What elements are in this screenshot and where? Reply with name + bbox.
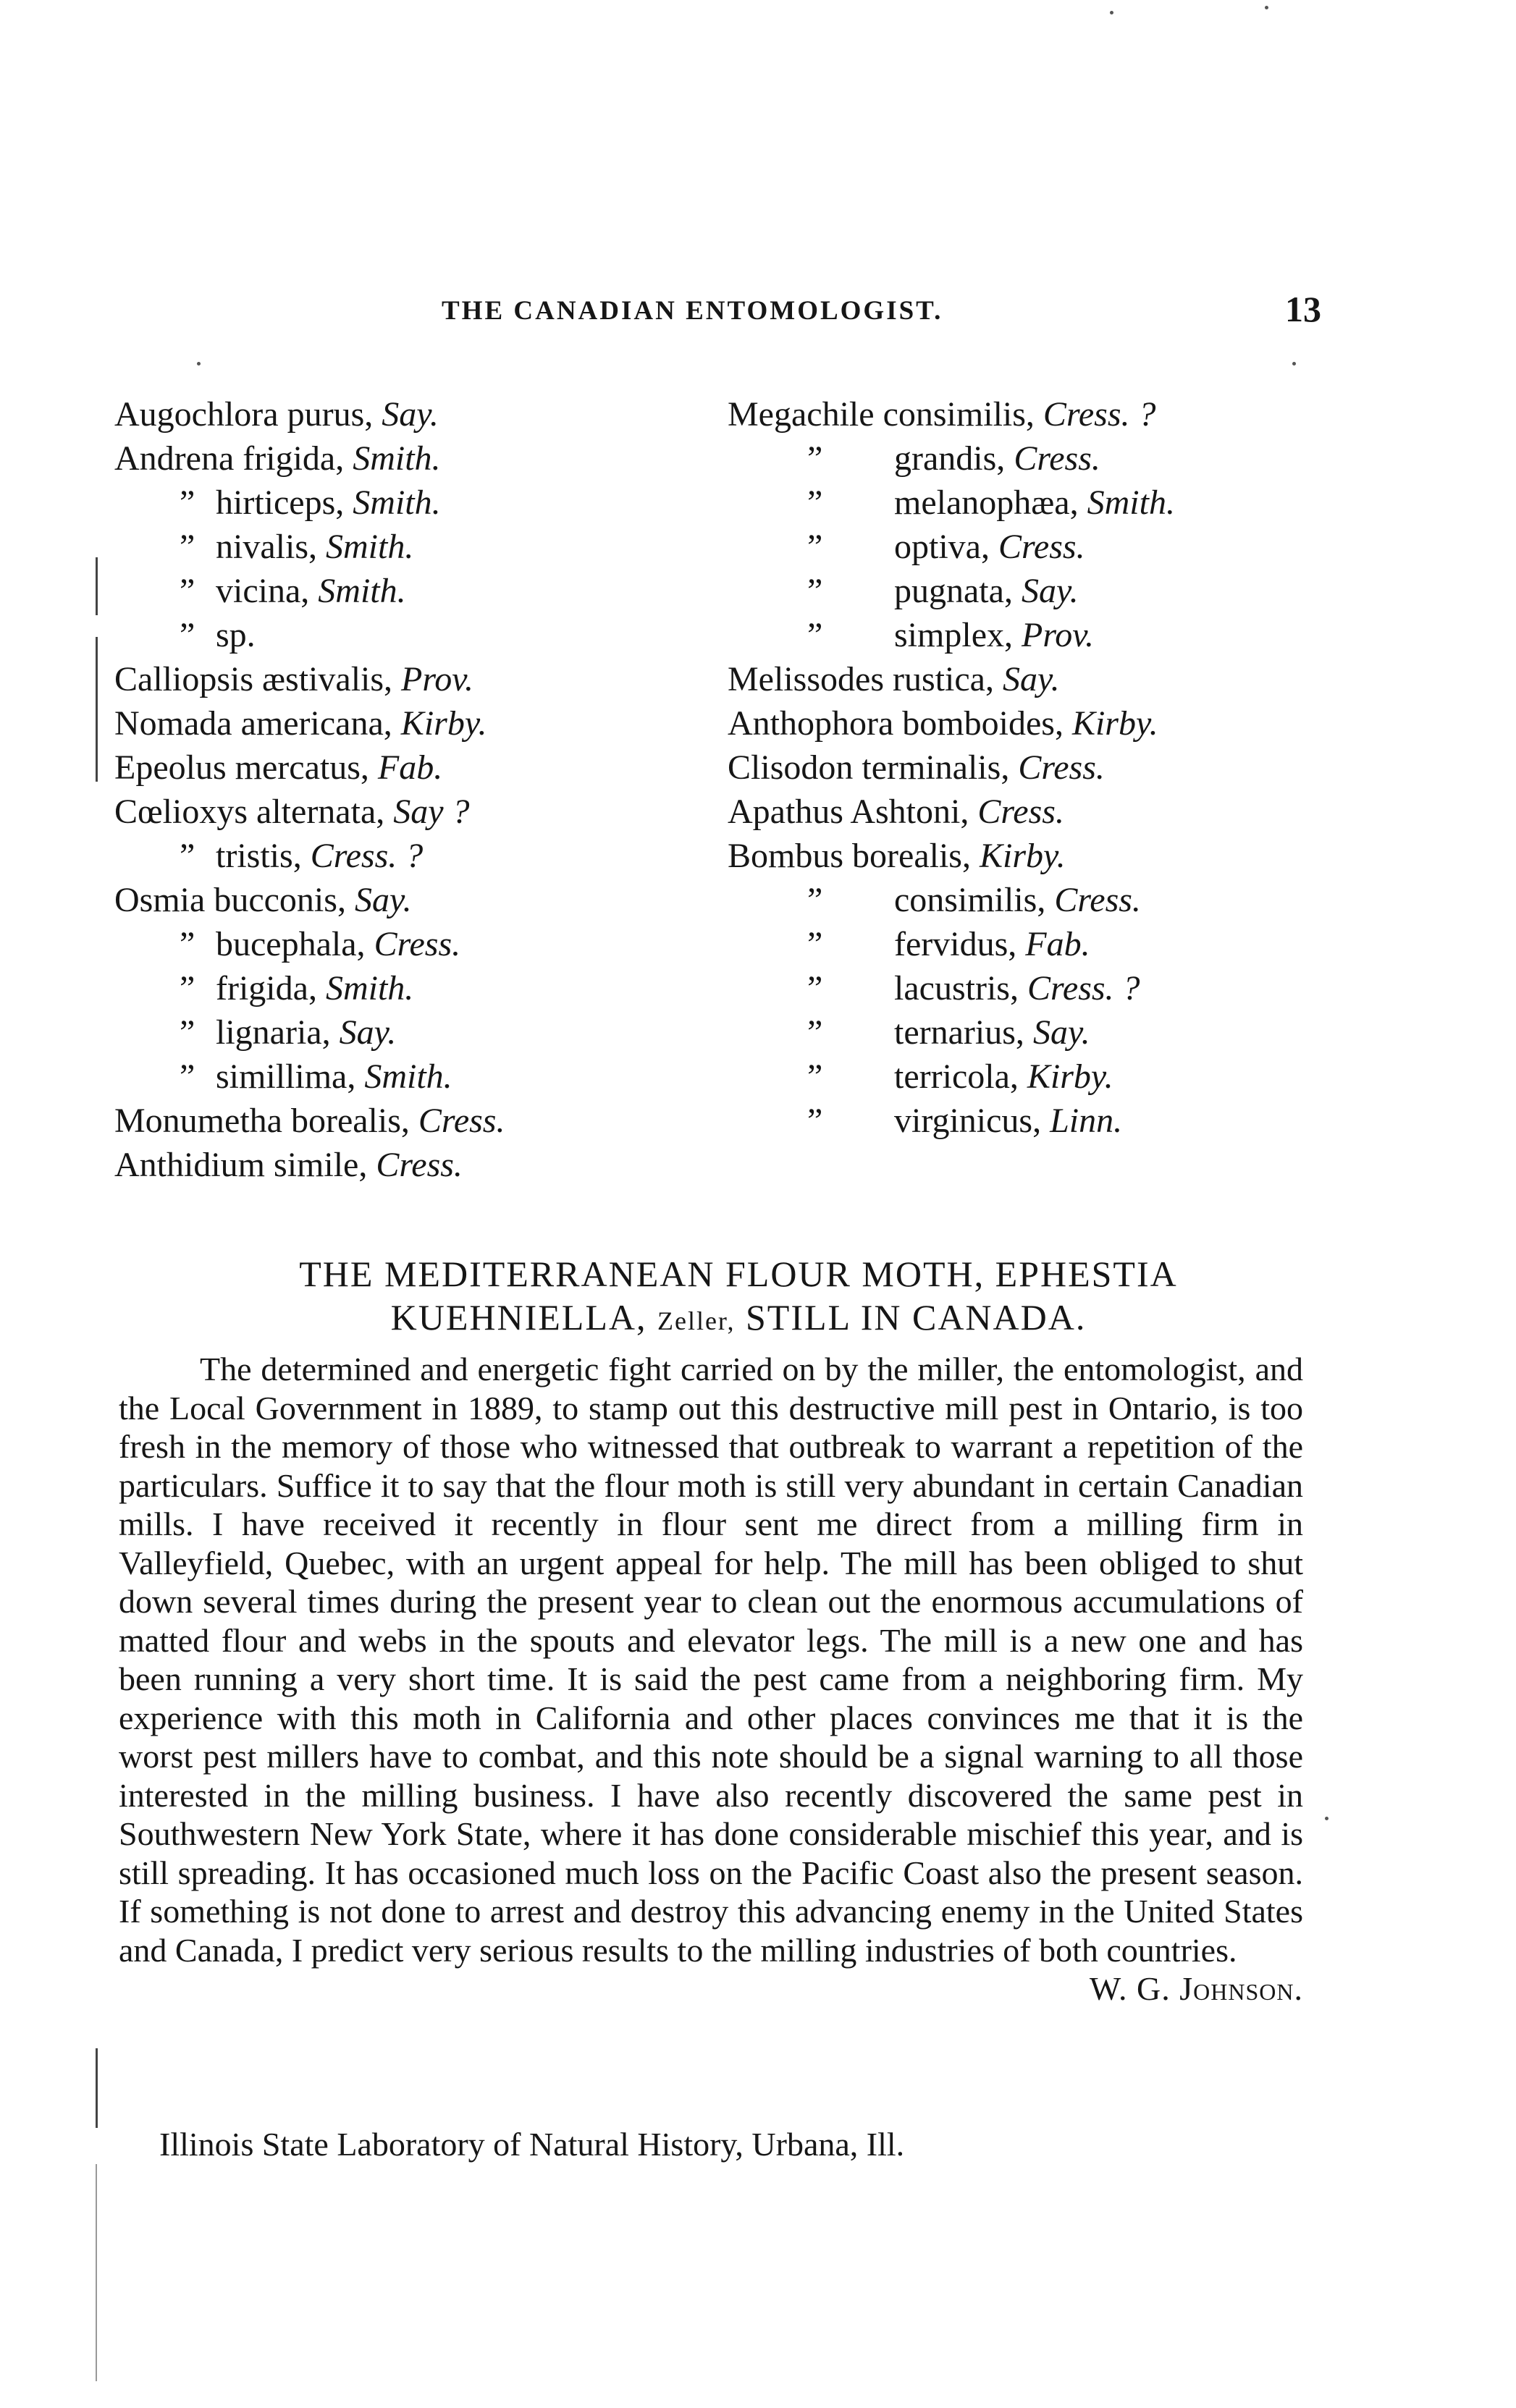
species-entry [114, 436, 708, 481]
species-name: Nomada americana, [114, 704, 392, 743]
scan-speck [1292, 362, 1296, 366]
species-name: Cœlioxys alternata, [114, 793, 385, 831]
species-entry [728, 834, 1321, 878]
species-entry [728, 1099, 1321, 1143]
scan-speck [1265, 6, 1268, 9]
species-author: Smith. [353, 439, 441, 478]
ditto-mark: ” [807, 572, 823, 610]
article-title-line-1: THE MEDITERRANEAN FLOUR MOTH, EPHESTIA [299, 1254, 1178, 1294]
species-name: Bombus borealis, [728, 837, 971, 875]
ditto-mark: ” [180, 528, 195, 566]
species-entry [114, 834, 708, 878]
species-entry [114, 1143, 708, 1187]
species-entry [114, 569, 708, 613]
species-entry [114, 392, 708, 436]
species-name: nivalis, [216, 528, 317, 566]
species-entry [114, 657, 708, 701]
scan-margin-mark [96, 637, 98, 782]
species-author: Fab. [1025, 925, 1090, 963]
species-entry [114, 966, 708, 1010]
species-author: Cress. [998, 528, 1085, 566]
species-entry [728, 701, 1321, 745]
species-author: Smith. [318, 572, 406, 610]
species-entry [728, 392, 1321, 436]
ditto-mark: ” [807, 969, 823, 1007]
species-entry [114, 481, 708, 525]
species-name: simillima, [216, 1057, 356, 1096]
species-name: ternarius, [894, 1013, 1024, 1052]
species-author: Smith. [1087, 483, 1175, 522]
species-entry [114, 701, 708, 745]
ditto-mark: ” [180, 1013, 195, 1052]
species-author: Cress. [1054, 881, 1141, 919]
species-name: tristis, [216, 837, 302, 875]
species-author: Cress. [1014, 439, 1100, 478]
species-author: Smith. [326, 528, 414, 566]
scan-margin-mark [96, 557, 98, 615]
species-name: lignaria, [216, 1013, 331, 1052]
scan-speck [1110, 11, 1113, 14]
ditto-mark: ” [807, 881, 823, 919]
species-author: Say. [339, 1013, 397, 1052]
species-entry [728, 966, 1321, 1010]
species-list-left [114, 392, 708, 1187]
species-author: Cress. [1018, 748, 1105, 787]
species-name: melanophæa, [894, 483, 1079, 522]
species-name: lacustris, [894, 969, 1019, 1007]
species-entry [728, 613, 1321, 657]
species-entry [114, 1010, 708, 1055]
species-author: Say. [354, 881, 412, 919]
species-name: Megachile consimilis, [728, 395, 1035, 434]
ditto-mark: ” [180, 837, 195, 875]
species-entry [728, 878, 1321, 922]
ditto-mark: ” [180, 1057, 195, 1096]
species-name: fervidus, [894, 925, 1017, 963]
species-author: Kirby. [979, 837, 1066, 875]
species-entry [114, 1055, 708, 1099]
ditto-mark: ” [807, 1013, 823, 1052]
species-author: Smith. [364, 1057, 452, 1096]
title-tail: STILL IN CANADA. [745, 1297, 1087, 1338]
ditto-mark: ” [807, 528, 823, 566]
species-name: Calliopsis æstivalis, [114, 660, 393, 698]
species-name: virginicus, [894, 1102, 1042, 1140]
species-author: Smith. [353, 483, 441, 522]
species-author: Cress. [418, 1102, 505, 1140]
species-name: Anthidium simile, [114, 1146, 368, 1184]
species-author: Cress. ? [1027, 969, 1140, 1007]
species-author: Kirby. [1071, 704, 1158, 743]
species-entry [728, 436, 1321, 481]
species-entry [114, 878, 708, 922]
ditto-mark: ” [180, 483, 195, 522]
species-name: Clisodon terminalis, [728, 748, 1010, 787]
species-entry [728, 525, 1321, 569]
species-entry [728, 657, 1321, 701]
species-author: Say. [1002, 660, 1060, 698]
species-entry [728, 745, 1321, 790]
species-author: Cress. [977, 793, 1064, 831]
ditto-mark: ” [807, 1057, 823, 1096]
species-author: Linn. [1050, 1102, 1123, 1140]
ditto-mark: ” [807, 1102, 823, 1140]
article-title [94, 1252, 1383, 1343]
species-name: bucephala, [216, 925, 366, 963]
species-entry [728, 569, 1321, 613]
species-author: Say. [382, 395, 439, 434]
species-name: Monumetha borealis, [114, 1102, 410, 1140]
species-name: consimilis, [894, 881, 1046, 919]
scan-margin-mark [96, 2164, 97, 2381]
species-name: Andrena frigida, [114, 439, 345, 478]
species-author: Cress. ? [310, 837, 424, 875]
scan-speck [1325, 1817, 1328, 1820]
running-head: THE CANADIAN ENTOMOLOGIST. [442, 296, 943, 326]
species-name: vicina, [216, 572, 310, 610]
ditto-mark: ” [807, 616, 823, 654]
species-name: Augochlora purus, [114, 395, 374, 434]
species-name: Osmia bucconis, [114, 881, 346, 919]
ditto-mark: ” [180, 969, 195, 1007]
species-name: pugnata, [894, 572, 1013, 610]
title-species: KUEHNIELLA, [390, 1297, 647, 1338]
species-entry [114, 745, 708, 790]
species-list-right [728, 392, 1321, 1143]
species-entry [728, 790, 1321, 834]
species-entry [728, 1055, 1321, 1099]
ditto-mark: ” [807, 439, 823, 478]
species-name: sp. [216, 616, 256, 654]
ditto-mark: ” [807, 483, 823, 522]
species-entry [114, 613, 708, 657]
species-author: Prov. [401, 660, 474, 698]
article-body [119, 1350, 1303, 2008]
species-name: Anthophora bomboides, [728, 704, 1064, 743]
scan-margin-mark [96, 2048, 98, 2128]
species-name: frigida, [216, 969, 317, 1007]
title-author: Zeller, [657, 1306, 736, 1335]
ditto-mark: ” [180, 925, 195, 963]
species-entry [114, 790, 708, 834]
affiliation: Illinois State Laboratory of Natural History, Urbana, Ill. [159, 2126, 905, 2163]
species-name: simplex, [894, 616, 1013, 654]
species-entry [728, 481, 1321, 525]
ditto-mark: ” [180, 572, 195, 610]
species-name: hirticeps, [216, 483, 345, 522]
species-author: Cress. [374, 925, 461, 963]
species-author: Fab. [377, 748, 443, 787]
species-name: Epeolus mercatus, [114, 748, 369, 787]
species-entry [114, 922, 708, 966]
species-entry [114, 525, 708, 569]
species-entry [728, 1010, 1321, 1055]
article-title-line-2 [94, 1296, 1383, 1343]
scan-speck [197, 362, 201, 366]
species-author: Say ? [393, 793, 470, 831]
species-name: optiva, [894, 528, 990, 566]
species-name: Apathus Ashtoni, [728, 793, 969, 831]
species-entry [728, 922, 1321, 966]
article-paragraph: The determined and energetic fight carried on by the miller, the entomologist, and the Local Government in 1889, to stamp out this destructive mill pest in Ontario, is too fresh in the memory of those who witnessed that outbreak to warrant a repetition of the particulars. Suffice it to say that the flour moth is still very abundant in certain Canadian mills. I have received it recently in flour sent me direct from a milling firm in Valleyfield, Quebec, with an urgent appeal for help. The mill has been obliged to shut down several times during the present year to clean out the enormous accumulations of matted flour and webs in the spouts and elevator legs. The mill is a new one and has been running a very short time. It is said the pest came from a neighboring firm. My experience with this moth in California and other places convinces me that it is the worst pest millers have to combat, and this note should be a signal warning to all those interested in the milling business. I have also recently discovered the same pest in Southwestern New York State, where it has done considerable mischief this year, and is still spreading. It has occasioned much loss on the Pacific Coast also the present season. If something is not done to arrest and destroy this advancing enemy in the United States and Canada, I predict very serious results to the milling industries of both countries. [119, 1351, 1303, 1969]
page-number: 13 [1285, 289, 1321, 329]
ditto-mark: ” [180, 616, 195, 654]
species-author: Smith. [325, 969, 414, 1007]
species-author: Cress. [376, 1146, 463, 1184]
ditto-mark: ” [807, 925, 823, 963]
species-author: Say. [1021, 572, 1079, 610]
species-name: terricola, [894, 1057, 1019, 1096]
species-name: Melissodes rustica, [728, 660, 994, 698]
species-name: grandis, [894, 439, 1006, 478]
species-author: Prov. [1022, 616, 1094, 654]
species-entry [114, 1099, 708, 1143]
species-author: Kirby. [1027, 1057, 1113, 1096]
species-author: Kirby. [400, 704, 487, 743]
species-author: Say. [1032, 1013, 1090, 1052]
species-author: Cress. ? [1043, 395, 1156, 434]
signature: W. G. Johnson. [1089, 1970, 1303, 2007]
